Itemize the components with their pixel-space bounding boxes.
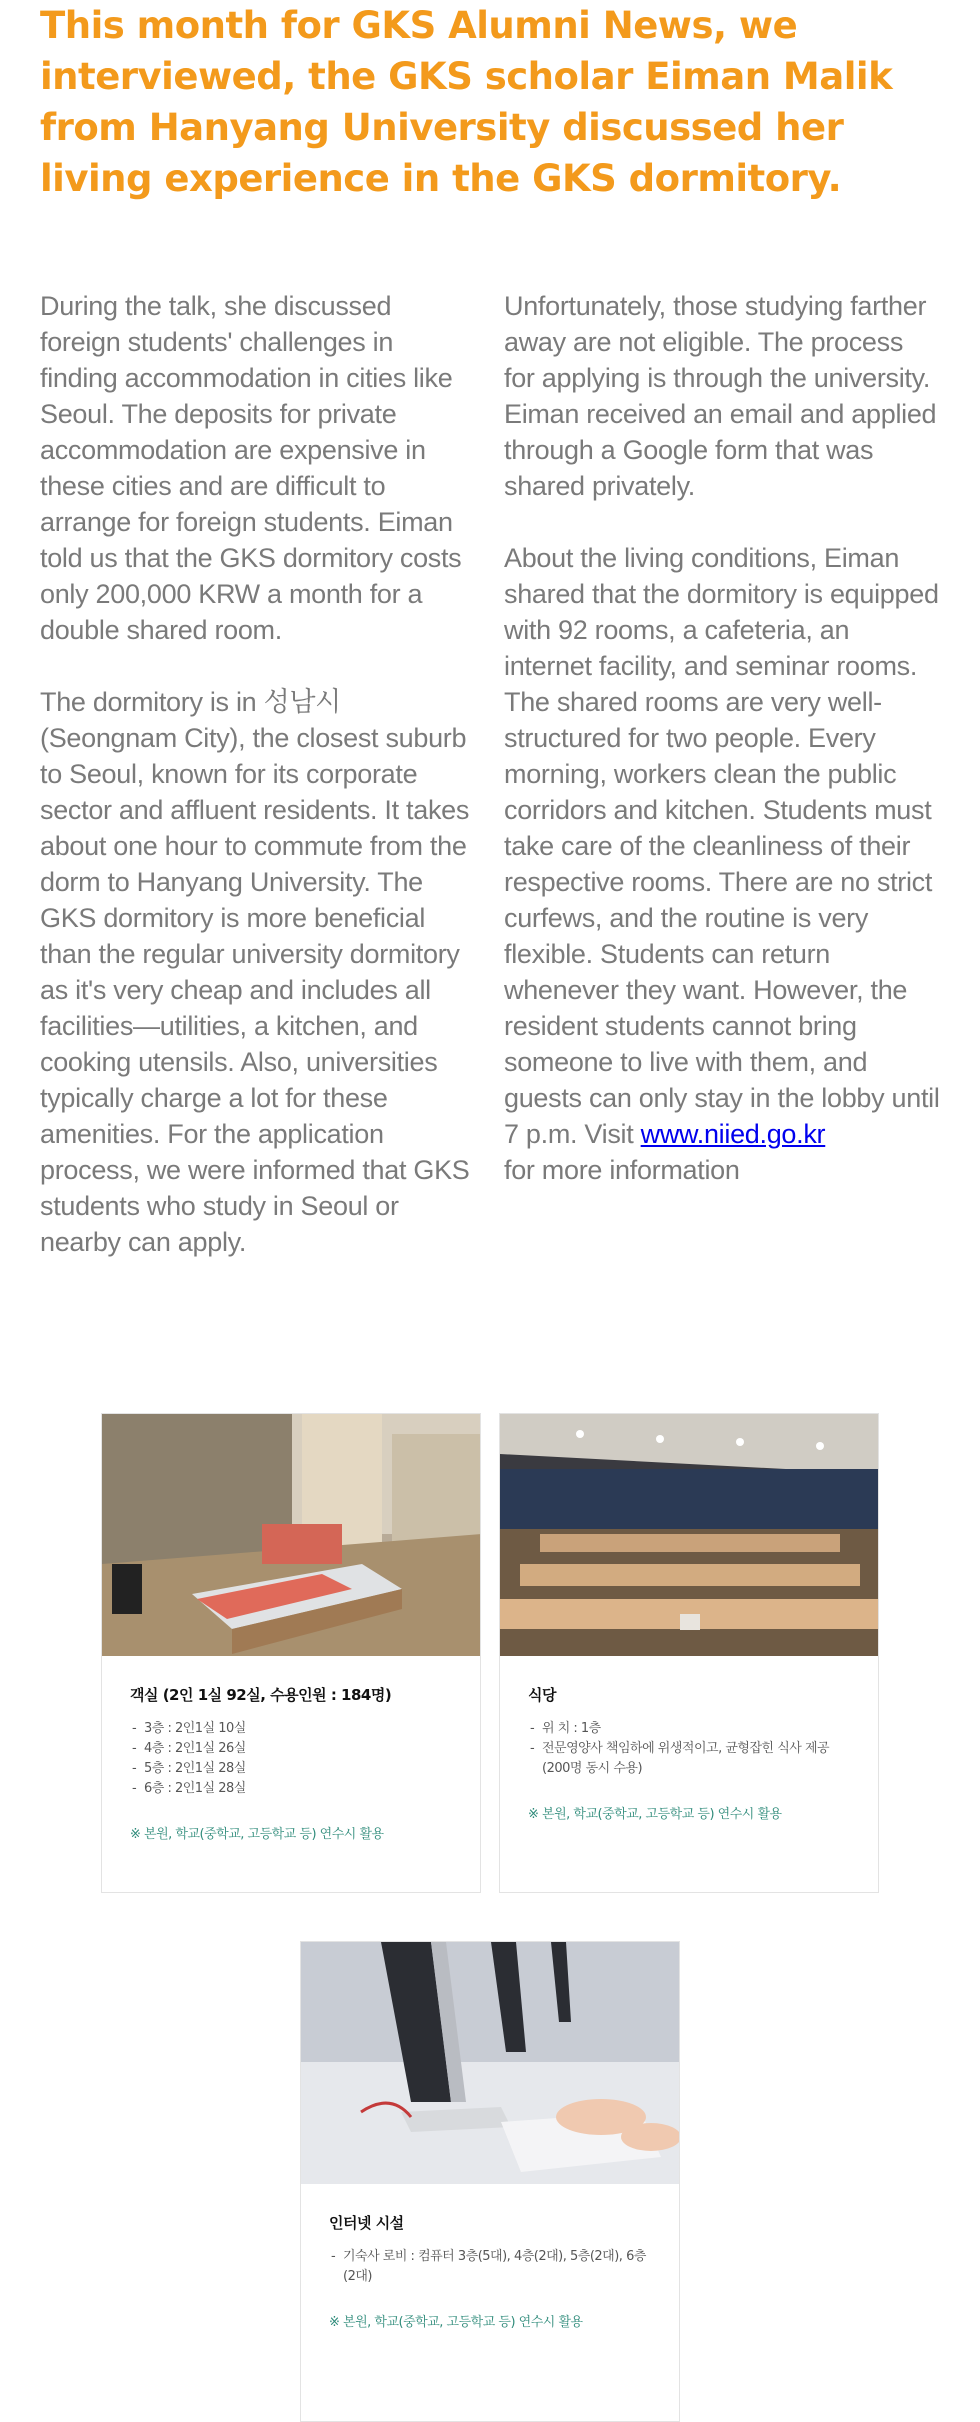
article-column-right xyxy=(504,288,940,1296)
room-card xyxy=(101,1413,481,1893)
list-item: - 3층 : 2인1실 10실 xyxy=(130,1719,452,1739)
niied-link[interactable]: www.niied.go.kr xyxy=(640,1119,826,1149)
internet-card-title: 인터넷 시설 xyxy=(329,2214,404,2232)
cafeteria-info-list xyxy=(528,1719,850,1779)
paragraph-text: About the living conditions, Eiman shared that the dormitory is equipped with 92 rooms, a cafeteria, an internet facility, and seminar rooms. The shared rooms are very well-structured for two people. Every morning, workers clean the public corridors and kitchen. Students must take care of the cleanliness of their respective rooms. There are no strict curfews, and the routine is very flexible. Students can return whenever they want. However, the resident students cannot bring someone to live with them, and guests can only stay in the lobby until 7 p.m. Visit xyxy=(504,543,940,1149)
room-card-title: 객실 (2인 1실 92실, 수용인원 : 184명) xyxy=(130,1686,392,1704)
internet-card-note: ※ 본원, 학교(중학교, 고등학교 등) 연수시 활용 xyxy=(329,2315,583,2330)
internet-card xyxy=(300,1941,680,2422)
list-item: - 위 치 : 1층 xyxy=(528,1719,850,1739)
room-card-note: ※ 본원, 학교(중학교, 고등학교 등) 연수시 활용 xyxy=(130,1827,384,1842)
cafeteria-photo xyxy=(500,1414,878,1656)
paragraph: Unfortunately, those studying farther away are not eligible. The process for applying is through the university. Eiman received an email and applied through a Google form that was shared privately. xyxy=(504,291,937,501)
list-item: - 기숙사 로비 : 컴퓨터 3층(5대), 4층(2대), 5층(2대), 6층(2대) xyxy=(329,2247,651,2287)
link-suffix-text: for more information xyxy=(504,1155,740,1185)
internet-info-list xyxy=(329,2247,651,2287)
paragraph-with-link xyxy=(504,540,940,1188)
cafeteria-card-body xyxy=(500,1656,878,1822)
cafeteria-card-note: ※ 본원, 학교(중학교, 고등학교 등) 연수시 활용 xyxy=(528,1807,782,1822)
internet-photo xyxy=(301,1942,679,2184)
list-item: - 6층 : 2인1실 28실 xyxy=(130,1779,452,1799)
article-body xyxy=(40,288,940,1296)
internet-card-body xyxy=(301,2184,679,2330)
paragraph: During the talk, she discussed foreign students' challenges in finding accommodation in cities like Seoul. The deposits for private accommodation are expensive in these cities and are difficult to arrange for foreign students. Eiman told us that the GKS dormitory costs only 200,000 KRW a month for a double shared room. xyxy=(40,291,462,645)
room-card-body xyxy=(102,1656,480,1842)
room-floor-list xyxy=(130,1719,452,1799)
room-photo xyxy=(102,1414,480,1656)
article-column-left xyxy=(40,288,476,1296)
cafeteria-card-title: 식당 xyxy=(528,1686,556,1704)
article-headline: This month for GKS Alumni News, we interviewed, the GKS scholar Eiman Malik from Hanyang University discussed her living experience in the GKS dormitory. xyxy=(40,4,893,200)
cafeteria-card xyxy=(499,1413,879,1893)
list-item: - 5층 : 2인1실 28실 xyxy=(130,1759,452,1779)
paragraph: The dormitory is in 성남시 (Seongnam City), the closest suburb to Seoul, known for its corporate sector and affluent residents. It takes about one hour to commute from the dorm to Hanyang University. The GKS dormitory is more beneficial than the regular university dormitory as it's very cheap and includes all facilities—utilities, a kitchen, and cooking utensils. Also, universities typically charge a lot for these amenities. For the application process, we were informed that GKS students who study in Seoul or nearby can apply. xyxy=(40,687,470,1257)
list-item: - 전문영양사 책임하에 위생적이고, 균형잡힌 식사 제공 (200명 동시 수용) xyxy=(528,1739,850,1779)
list-item: - 4층 : 2인1실 26실 xyxy=(130,1739,452,1759)
